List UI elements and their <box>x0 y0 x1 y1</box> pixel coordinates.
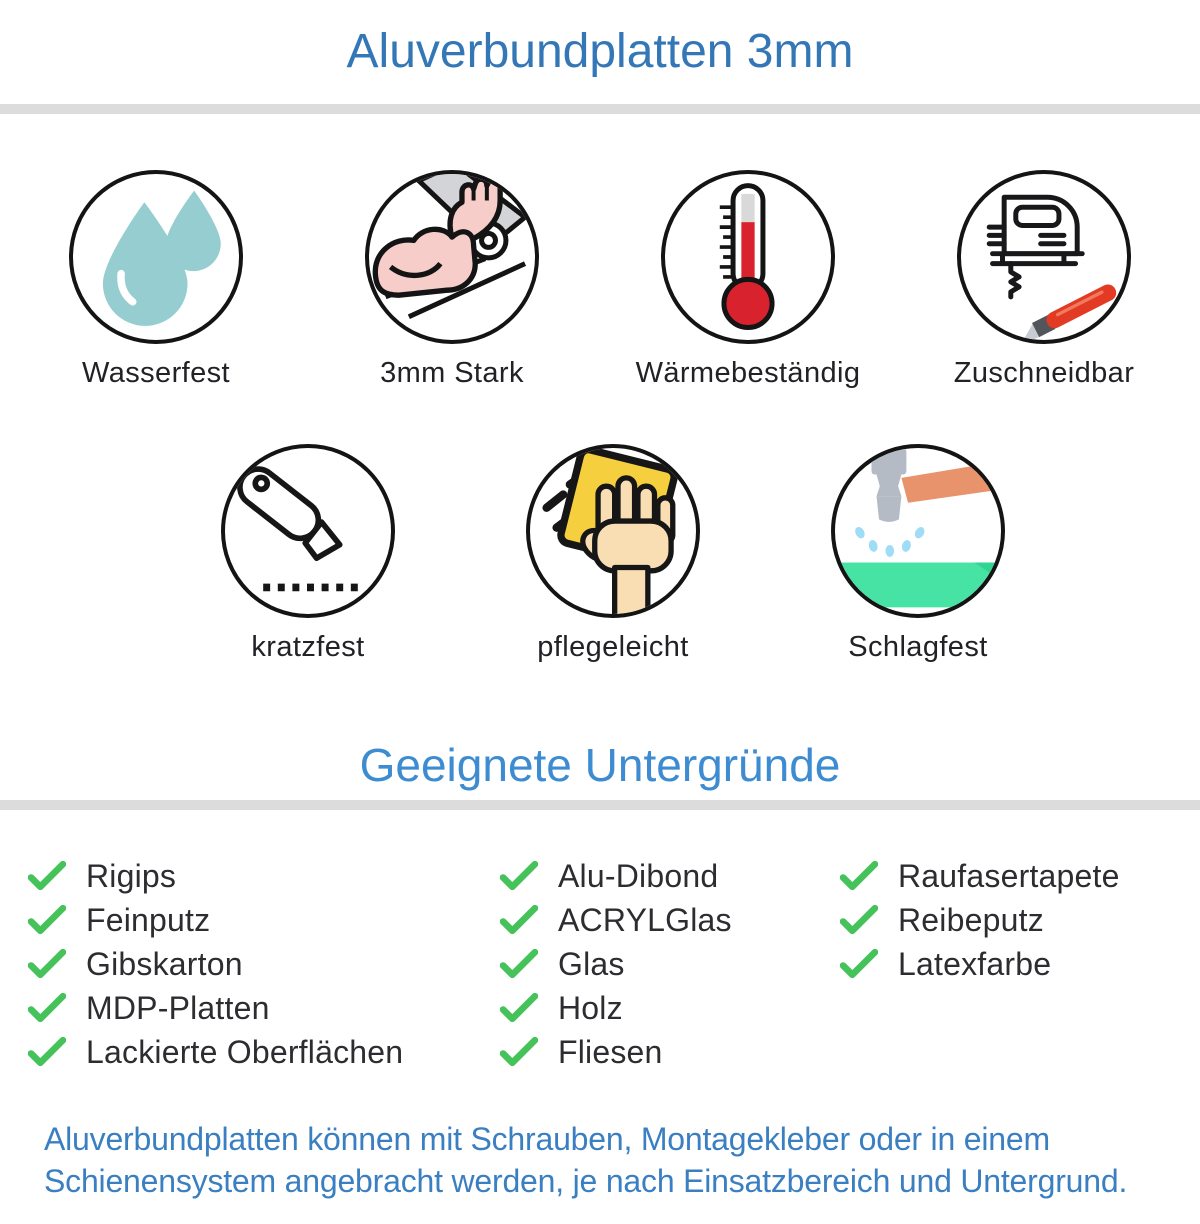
substrate-label: Alu-Dibond <box>558 857 719 894</box>
list-item <box>840 898 1190 942</box>
footer-note: Aluverbundplatten können mit Schrauben, Montagekleber oder in einem Schienensystem angebracht werden, je nach Einsatzbereich und Untergrund. <box>44 1121 1128 1200</box>
page-title: Aluverbundplatten 3mm <box>346 25 854 78</box>
check-icon <box>840 861 878 891</box>
feature-label: 3mm Stark <box>380 357 524 389</box>
list-item <box>500 898 840 942</box>
check-icon <box>28 993 66 1023</box>
section-title: Geeignete Untergründe <box>359 739 841 791</box>
list-item <box>840 854 1190 898</box>
feature-circle <box>957 170 1131 344</box>
muscle-arm-icon <box>369 174 535 340</box>
feature-circle <box>365 170 539 344</box>
list-item <box>28 942 500 986</box>
feature-label: pflegeleicht <box>537 631 689 663</box>
jigsaw-icon <box>961 174 1127 340</box>
list-item <box>500 986 840 1030</box>
check-icon <box>840 905 878 935</box>
substrate-label: ACRYLGlas <box>558 901 732 938</box>
substrates-column-1 <box>28 854 500 1074</box>
check-icon <box>28 1037 66 1067</box>
check-icon <box>500 949 538 979</box>
divider <box>0 104 1200 114</box>
feature-label: Schlagfest <box>848 631 988 663</box>
list-item <box>28 898 500 942</box>
feature-circle <box>831 444 1005 618</box>
check-icon <box>500 905 538 935</box>
list-item <box>28 854 500 898</box>
feature-pflegeleicht <box>461 444 766 664</box>
substrate-label: Reibeputz <box>898 901 1044 938</box>
feature-label: Wasserfest <box>82 357 230 389</box>
substrate-label: Raufasertapete <box>898 857 1120 894</box>
list-item <box>28 1030 500 1074</box>
check-icon <box>28 905 66 935</box>
list-item <box>500 854 840 898</box>
substrate-label: Glas <box>558 945 625 982</box>
feature-waermebestaendig <box>600 170 896 390</box>
substrate-label: MDP-Platten <box>86 989 270 1026</box>
feature-3mm-stark <box>304 170 600 390</box>
feature-label: Zuschneidbar <box>953 357 1135 389</box>
feature-circle <box>221 444 395 618</box>
features-row-2 <box>0 444 1200 664</box>
feature-circle <box>526 444 700 618</box>
substrate-label: Holz <box>558 989 623 1026</box>
divider <box>0 800 1200 810</box>
feature-zuschneidbar <box>896 170 1192 390</box>
features-row-1 <box>0 170 1200 390</box>
substrate-label: Lackierte Oberflächen <box>86 1033 404 1070</box>
substrate-label: Latexfarbe <box>898 945 1052 982</box>
check-icon <box>28 861 66 891</box>
substrate-label: Feinputz <box>86 901 211 938</box>
substrate-label: Gibskarton <box>86 945 243 982</box>
check-icon <box>500 861 538 891</box>
feature-circle <box>69 170 243 344</box>
substrates-column-3 <box>840 854 1190 1074</box>
feature-kratzfest <box>156 444 461 664</box>
substrate-label: Fliesen <box>558 1033 663 1070</box>
cleaning-hand-icon <box>530 448 696 614</box>
list-item <box>500 942 840 986</box>
feature-circle <box>661 170 835 344</box>
feature-schlagfest <box>766 444 1071 664</box>
hammer-icon <box>835 448 1001 614</box>
list-item <box>840 942 1190 986</box>
thermometer-icon <box>665 174 831 340</box>
substrate-label: Rigips <box>86 857 177 894</box>
substrates-column-2 <box>500 854 840 1074</box>
check-icon <box>840 949 878 979</box>
water-drops-icon <box>73 174 239 340</box>
feature-label: Wärmebeständig <box>635 357 861 389</box>
check-icon <box>500 1037 538 1067</box>
check-icon <box>28 949 66 979</box>
feature-label: kratzfest <box>251 631 365 663</box>
feature-wasserfest <box>8 170 304 390</box>
list-item <box>28 986 500 1030</box>
list-item <box>500 1030 840 1074</box>
utility-knife-icon <box>225 448 391 614</box>
substrates-list <box>0 854 1200 1074</box>
check-icon <box>500 993 538 1023</box>
